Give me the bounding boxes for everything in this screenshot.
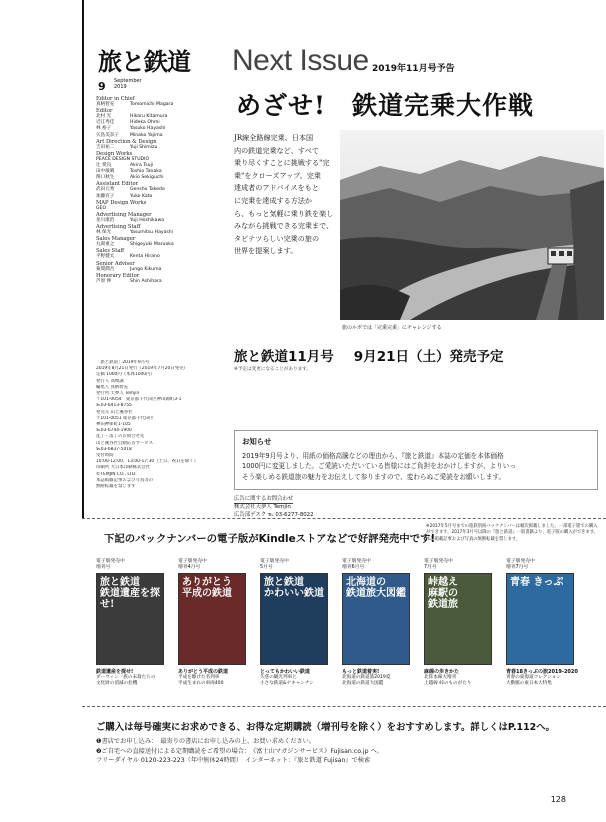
cover-title: 青春 きっぷ (510, 577, 564, 588)
staff-name-en: Shigeyuki Maruoka (130, 242, 174, 248)
page-number: 128 (550, 795, 566, 804)
colophon-line: 本誌掲載記事および写真等の (96, 477, 154, 483)
back-numbers-note: ※2017年5月号までの旅鉄別冊バックナンバーは順次掲載しました。一部電子版での購入ができます。2017年3月号以降の『旅と鉄道』一般書籍より、電子版の購入ができます。本誌掲載記事および写真の無断転載を禁じます。 (426, 524, 598, 542)
colophon-line: 定価 1000円（本体1000円） (96, 372, 155, 378)
back-number-issue: 電子版発売中 増刊6月号 (342, 559, 371, 570)
issue-number: 9 (98, 80, 106, 93)
lead-line: 乗り尽くすことに挑戦する"完 (234, 158, 330, 168)
back-number-issue: 電子版発売中 7月号 (424, 559, 453, 570)
staff-role: Art Direction & Design (96, 138, 157, 145)
staff-name-en: Akira Tsuji (130, 163, 154, 169)
back-number-title: 青春18きっぷの旅2019-2020 (506, 669, 578, 675)
lead-line: 内の鉄道完乗など、すべて (234, 145, 319, 155)
back-number-item (96, 559, 170, 688)
lead-line: タビテツらしい完乗の旅の (234, 233, 320, 243)
back-number-cover (178, 573, 246, 665)
back-number-title: ありがとう平成の鉄道 (178, 669, 229, 675)
release-note: ※予定は変更になることがあります。 (234, 367, 311, 372)
cover-title: 旅と鉄道 鉄道遺産を探せ! (100, 577, 160, 610)
back-numbers-section (82, 518, 606, 706)
lead-line: に完乗を達成する方法か (234, 195, 313, 205)
staff-role: Advertising Staff (96, 223, 141, 230)
ad-contact (234, 496, 314, 519)
colophon-line: 乱丁・落丁のお問合せ先 (96, 434, 145, 440)
staff-name-en: Gensho Takeda (130, 187, 165, 193)
back-number-cover (260, 573, 328, 665)
next-issue-month: 2019年11月号予告 (372, 64, 455, 74)
back-number-sub: 北陸本線大増刊 上越線 峠のものがたり (424, 675, 472, 687)
back-number-title: とってもかわいい鉄道 (260, 669, 310, 675)
back-number-sub: 久慈の観光列車と 小さな鉄道&ナキャンチン (260, 675, 314, 687)
staff-name-en: Yuji Shimizu (130, 144, 158, 150)
staff-name-en: Yasumitsu Hayashi (130, 230, 173, 236)
colophon-line: 〒101-0054 東京都千代田区神田錦町3-1 (96, 397, 182, 403)
left-rule (82, 0, 84, 518)
colophon-line: 10:00-12:00、13:00-17:30（土日、祝日を除く） (96, 459, 199, 465)
back-number-issue: 電子版発売中 5月号 (260, 559, 289, 570)
feature-photo (340, 130, 604, 320)
staff-person (96, 279, 208, 285)
back-number-desc (424, 669, 498, 688)
back-number-desc (178, 669, 252, 688)
magazine-logo: 旅と鉄道 (98, 47, 190, 76)
back-number-sub: 北海道の鉄道旅2019夏 北海道の鉄道大図鑑 (342, 675, 391, 687)
back-number-item (260, 559, 334, 688)
staff-role: Sales Manager (96, 236, 136, 243)
notice-body (242, 451, 590, 482)
release-date: 9月21日（土）発売予定 (353, 349, 504, 365)
staff-role: Sales Staff (96, 248, 125, 255)
staff-name-jp: 矢島美奈子 (96, 132, 119, 138)
back-number-item (342, 559, 416, 688)
staff-name-jp: 芦原 伸 (96, 278, 112, 284)
staff-name-jp: 林 保光 (96, 230, 112, 236)
contact-line: 広告部デスク ℡ 03-6277-8022 (234, 511, 314, 518)
back-number-issue: 電子版発売中 増刊4月号 (178, 559, 207, 570)
back-number-cover (506, 573, 574, 665)
subscription-line: ❶書店でお申し込み： 最寄りの書店にお申し込みの上、お買い求めください。 (96, 738, 316, 745)
staff-name-jp: PEACE DESIGN STUDIO (96, 156, 150, 162)
cover-title: ありがとう 平成の鉄道 (182, 577, 232, 599)
back-number-sub: 青春の東海道コレクション 大動脈の東日本大特集 (506, 675, 561, 687)
issue-month: September 2019 (114, 78, 142, 90)
staff-role: MAP Design Works (96, 199, 147, 206)
lead-line: 達成者のアドバイスをもと (234, 183, 319, 193)
back-numbers-headline: 下記のバックナンバーの電子版がKindleストアなどで好評発売中です! (104, 533, 436, 545)
feature-lead (234, 132, 334, 258)
staff-name-en: Toshio Tanaka (130, 169, 162, 175)
subscription-headline: ご購入は毎号確実にお求めできる、お得な定期購読（増刊号を除く）をおすすめします。詳しくはP.112へ。 (96, 722, 555, 733)
contact-line: 広告に関するお問合わせ (234, 496, 293, 504)
river-valley-train-photo (340, 130, 604, 320)
back-number-desc (342, 669, 416, 688)
back-number-cover (96, 573, 164, 665)
back-number-issue: 電子版発売中 増刊号 (96, 559, 125, 570)
feature-headline: めざせ! 鉄道完乗大作戦 (236, 91, 534, 120)
colophon-line: ℡03-6744-1900 (96, 428, 132, 434)
back-number-sub: 平成を駆けた名列車 平成生まれの車両400 (178, 675, 224, 687)
staff-role: Senior Adviser (96, 260, 135, 267)
colophon-line: ℡03-6837-5018 (96, 446, 132, 452)
lead-line: JR線全路線完乗、日本国 (234, 133, 314, 142)
back-number-title: もっと鉄道着実! (342, 669, 380, 675)
lead-line: 乗"をクローズアップ。完乗 (234, 170, 321, 180)
staff-name-jp: 加藤有子 (96, 193, 115, 199)
back-number-item (178, 559, 252, 688)
back-number-sub: ダーウィン一族の末裔たちの 文化財の消滅の危機 (96, 675, 156, 687)
back-number-desc (260, 669, 334, 688)
lead-line: 世界を提案します。 (234, 246, 298, 256)
back-number-desc (96, 669, 170, 688)
photo-caption: 旅のルポでは「完乗完乗」にチャレンジする (342, 325, 442, 331)
colophon-line: 発行人 高崎誠 (96, 378, 124, 384)
subscription-section (82, 706, 606, 822)
back-number-title: 鉄道遺産を探せ! (96, 669, 134, 675)
notice-title: お知らせ (242, 437, 272, 446)
staff-name-en: Hikaru Kitamura (130, 114, 168, 120)
contact-line: 株式会社天夢人 Temjin (234, 504, 291, 511)
release-title: 旅と鉄道11月号 (234, 349, 334, 365)
staff-name-jp: 田中敏晴 (96, 169, 115, 175)
staff-name-jp: 関口秋生 (96, 175, 115, 181)
staff-name-jp: 辻 愛良 (96, 163, 112, 169)
notice-line: 2019年9月号より、用紙の価格高騰などの理由から、『旅と鉄道』本誌の定価を本体価格 (242, 452, 504, 460)
staff-name-en: Jungo Kikuma (130, 266, 162, 272)
staff-role: Editor (96, 108, 113, 115)
back-number-item (424, 559, 498, 688)
subscription-line: フリーダイヤル 0120-223-223（年中無休24時間） インターネット：『旅と鉄道 Fujisan』で検索 (96, 757, 371, 765)
staff-credits (96, 96, 208, 285)
staff-role: Assistant Editor (96, 181, 139, 188)
colophon (96, 360, 214, 490)
staff-name-en: Akio Sekiguchi (130, 175, 164, 181)
release-info (234, 345, 503, 365)
notice-box (234, 430, 598, 490)
staff-name-jp: 林 裕子 (96, 126, 112, 132)
next-issue-label: Next Issue (232, 44, 369, 77)
staff-name-en: Yuji Hoshikawa (130, 217, 165, 223)
back-number-cover (424, 573, 492, 665)
colophon-line: 無断転載を禁じます (96, 484, 136, 490)
staff-role: Advertising Manager (96, 211, 152, 218)
cover-title: 旅と鉄道 かわいい鉄道 (264, 577, 324, 599)
colophon-line: 「旅と鉄道」2019年9月号 (96, 360, 150, 365)
back-number-desc (506, 669, 580, 688)
staff-name-jp: 丸岡重之 (96, 242, 115, 248)
staff-name-jp: 平野健太 (96, 254, 115, 260)
colophon-line: 受付時間 (96, 453, 114, 459)
staff-role: Design Works (96, 150, 133, 157)
staff-name-jp: 星川康治 (96, 217, 115, 223)
colophon-line: 発売元 山と溪谷社 (96, 409, 133, 415)
colophon-line: 〒101-0051 東京都千代田区 (96, 415, 154, 421)
staff-name-en: Tomomichi Magara (130, 102, 174, 108)
colophon-line: 山と溪谷社自動応答サービス (96, 440, 154, 446)
colophon-line: ©TEMJIN CO., LTD. (96, 471, 137, 477)
staff-name-en: Yasuko Hayashi (130, 126, 166, 132)
lead-line: ら、もっと気軽に乗り鉄を楽し (234, 208, 334, 218)
staff-name-jp: 吉田祐二 (96, 144, 115, 150)
staff-name-en: Kenta Hirano (130, 254, 160, 260)
colophon-line: 神田神保町1-105 (96, 422, 131, 428)
back-number-title: 麻線の歩きかた (424, 669, 460, 675)
colophon-line: 印刷所 大日本印刷株式会社 (96, 465, 151, 471)
cover-title: 北海道の 鉄道旅大図鑑 (346, 577, 406, 599)
colophon-line: 発行所 天夢人 Temjin (96, 391, 140, 397)
colophon-line: 2019年8月21日発行（2019年7月20日発売） (96, 366, 188, 372)
staff-name-jp: GEO (96, 205, 107, 211)
subscription-details (96, 737, 383, 766)
staff-name-jp: 武田元秀 (96, 187, 115, 193)
staff-name-jp: 近江秀佳 (96, 120, 115, 126)
staff-role: Honorary Editor (96, 272, 140, 279)
staff-role: Editor in Chief (96, 96, 135, 102)
staff-name-jp: 真柄智充 (96, 102, 115, 108)
staff-name-jp: 北村 光 (96, 114, 112, 120)
lead-line: みながら挑戦できる完乗まで、 (234, 221, 334, 231)
back-number-issue: 電子版発売中 増刊7月号 (506, 559, 535, 570)
notice-line: そう楽しめる鉄道旅の魅力をお伝えして参りますので、変わらぬご愛読をお願いします。 (242, 472, 506, 481)
staff-name-en: Shin Ashihara (130, 278, 162, 284)
subscription-line: ❷ご自宅への直接送付による定期購読をご希望の場合： 《富士山マガジンサービス》Fujisan.co.jp へ。 (96, 747, 383, 755)
staff-name-jp: 菊間潤吾 (96, 266, 115, 272)
back-number-list (96, 559, 596, 699)
cover-title: 峠越え 麻駅の 鉄道旅 (428, 577, 458, 610)
colophon-line: ℡03-6413-8755 (96, 403, 132, 409)
back-number-item (506, 559, 580, 688)
colophon-line: 編集人 真柄智充 (96, 384, 129, 390)
notice-line: 1000円に変更しました。ご愛読いただいている皆様にはご負担をおかけしますが、よりいっ (242, 462, 516, 471)
staff-name-en: Yuko Kato (130, 193, 153, 199)
staff-name-en: Minako Yajima (130, 132, 163, 138)
staff-name-en: Hideka Ohmi (130, 120, 160, 126)
back-number-cover (342, 573, 410, 665)
